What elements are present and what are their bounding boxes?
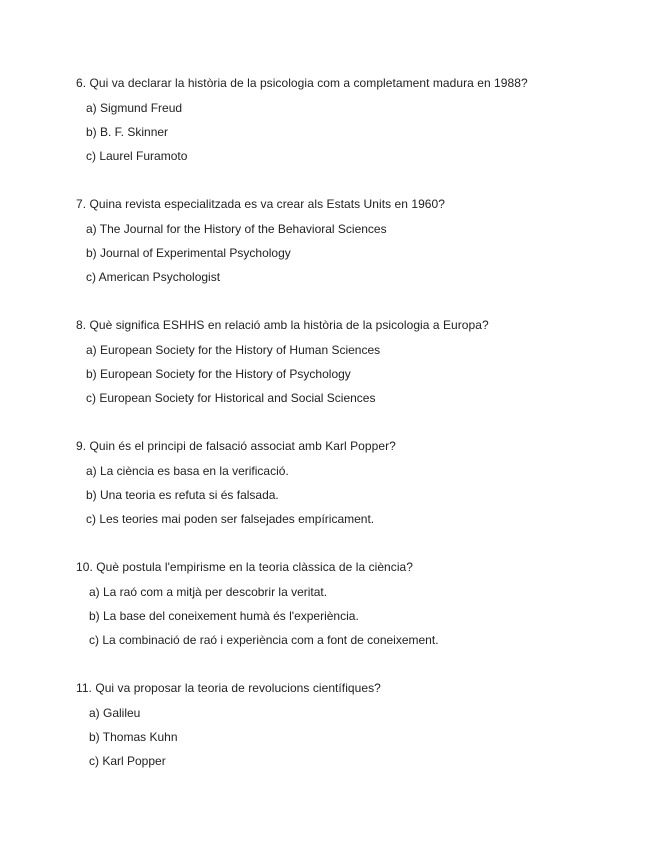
- question-text: 9. Quin és el principi de falsació associat amb Karl Popper?: [76, 439, 396, 453]
- option-b: b) B. F. Skinner: [86, 125, 169, 139]
- question-text: 6. Qui va declarar la història de la psicologia com a completament madura en 1988?: [76, 76, 528, 90]
- option-c: c) Laurel Furamoto: [86, 149, 188, 163]
- option-a: a) La ciència es basa en la verificació.: [86, 464, 289, 478]
- question-text: 10. Què postula l'empirisme en la teoria clàssica de la ciència?: [76, 560, 413, 574]
- option-a: a) La raó com a mitjà per descobrir la veritat.: [89, 585, 328, 599]
- option-c: c) La combinació de raó i experiència com a font de coneixement.: [89, 633, 439, 647]
- option-b: b) Thomas Kuhn: [89, 730, 178, 744]
- option-b: b) La base del coneixement humà és l'experiència.: [89, 609, 359, 623]
- option-a: a) Galileu: [89, 706, 141, 720]
- option-c: c) American Psychologist: [86, 270, 221, 284]
- question-text: 7. Quina revista especialitzada es va crear als Estats Units en 1960?: [76, 197, 445, 211]
- option-b: b) European Society for the History of Psychology: [86, 367, 351, 381]
- option-c: c) Karl Popper: [89, 754, 166, 768]
- option-b: b) Journal of Experimental Psychology: [86, 246, 291, 260]
- question-text: 8. Què significa ESHHS en relació amb la història de la psicologia a Europa?: [76, 318, 489, 332]
- option-a: a) The Journal for the History of the Behavioral Sciences: [86, 222, 387, 236]
- option-b: b) Una teoria es refuta si és falsada.: [86, 488, 279, 502]
- option-c: c) Les teories mai poden ser falsejades empíricament.: [86, 512, 375, 526]
- question-text: 11. Qui va proposar la teoria de revolucions científiques?: [76, 681, 381, 695]
- option-c: c) European Society for Historical and Social Sciences: [86, 391, 376, 405]
- option-a: a) European Society for the History of Human Sciences: [86, 343, 381, 357]
- option-a: a) Sigmund Freud: [86, 101, 183, 115]
